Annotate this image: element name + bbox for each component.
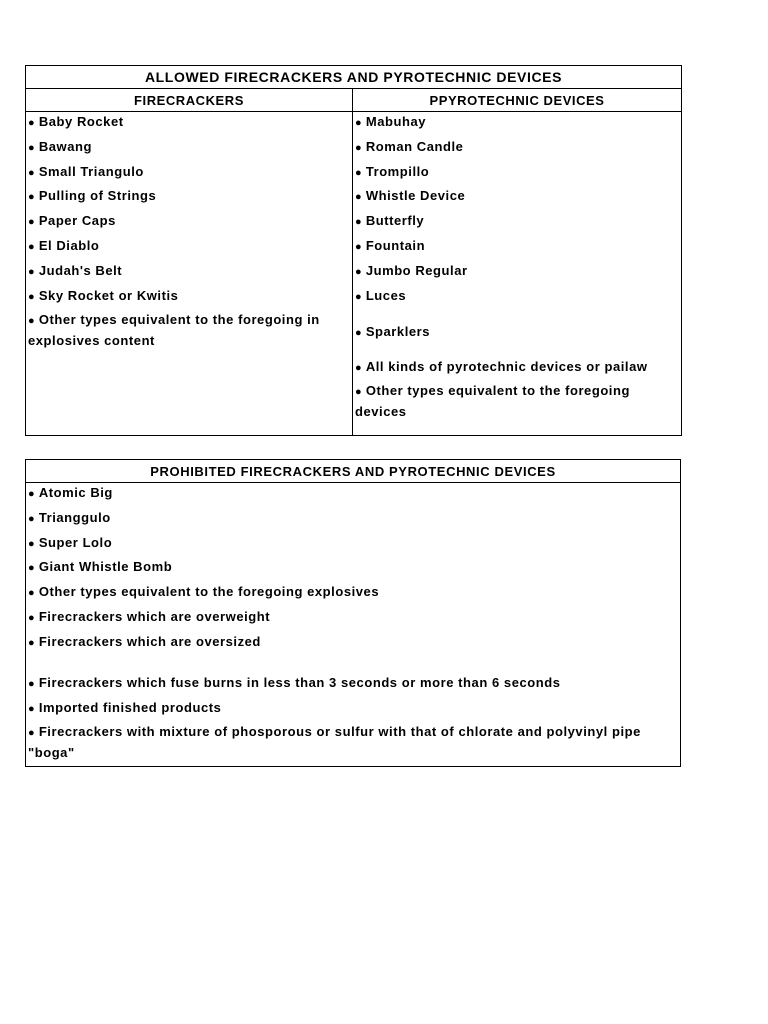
list-item: ● Sparklers xyxy=(355,322,681,343)
list-item: ● El Diablo xyxy=(28,236,352,257)
pyrotechnic-header: PPYROTECHNIC DEVICES xyxy=(353,89,682,112)
list-item: ● Trianggulo xyxy=(28,508,680,529)
list-item: ● Fountain xyxy=(355,236,681,257)
list-item: ● Judah's Belt xyxy=(28,261,352,282)
list-item: ● Roman Candle xyxy=(355,137,681,158)
list-item: ● Pulling of Strings xyxy=(28,186,352,207)
list-item: ● Imported finished products xyxy=(28,698,680,719)
allowed-title: ALLOWED FIRECRACKERS AND PYROTECHNIC DEVICES xyxy=(26,66,682,89)
firecrackers-cell xyxy=(26,112,353,436)
list-item: ● Mabuhay xyxy=(355,112,681,133)
pyrotechnic-list xyxy=(353,112,681,421)
firecrackers-header: FIRECRACKERS xyxy=(26,89,353,112)
list-item: ● Atomic Big xyxy=(28,483,680,504)
firecrackers-list xyxy=(26,112,352,350)
list-item: ● Other types equivalent to the foregoing explosives xyxy=(28,582,680,603)
list-item: ● Other types equivalent to the foregoing devices xyxy=(355,381,681,421)
prohibited-cell xyxy=(26,483,681,767)
list-item: ● Baby Rocket xyxy=(28,112,352,133)
prohibited-title: PROHIBITED FIRECRACKERS AND PYROTECHNIC DEVICES xyxy=(26,460,681,483)
allowed-table xyxy=(25,65,682,436)
list-item: ● Trompillo xyxy=(355,162,681,183)
prohibited-table xyxy=(25,459,681,767)
list-item: ● Small Triangulo xyxy=(28,162,352,183)
list-item: ● Bawang xyxy=(28,137,352,158)
pyrotechnic-cell xyxy=(353,112,682,436)
list-item: ● All kinds of pyrotechnic devices or pailaw xyxy=(355,357,681,378)
list-item: ● Firecrackers which are overweight xyxy=(28,607,680,628)
list-item: ● Jumbo Regular xyxy=(355,261,681,282)
list-item: ● Giant Whistle Bomb xyxy=(28,557,680,578)
prohibited-list xyxy=(26,483,680,762)
list-item: ● Paper Caps xyxy=(28,211,352,232)
list-item: ● Butterfly xyxy=(355,211,681,232)
list-item: ● Super Lolo xyxy=(28,533,680,554)
list-item: ● Sky Rocket or Kwitis xyxy=(28,286,352,307)
list-item: ● Firecrackers which fuse burns in less than 3 seconds or more than 6 seconds xyxy=(28,673,680,694)
list-item: ● Other types equivalent to the foregoing in explosives content xyxy=(28,310,352,350)
list-item: ● Luces xyxy=(355,286,681,307)
list-item: ● Firecrackers which are oversized xyxy=(28,632,680,653)
list-item: ● Whistle Device xyxy=(355,186,681,207)
list-item: ● Firecrackers with mixture of phosporous or sulfur with that of chlorate and polyvinyl pipe "boga" xyxy=(28,722,680,762)
